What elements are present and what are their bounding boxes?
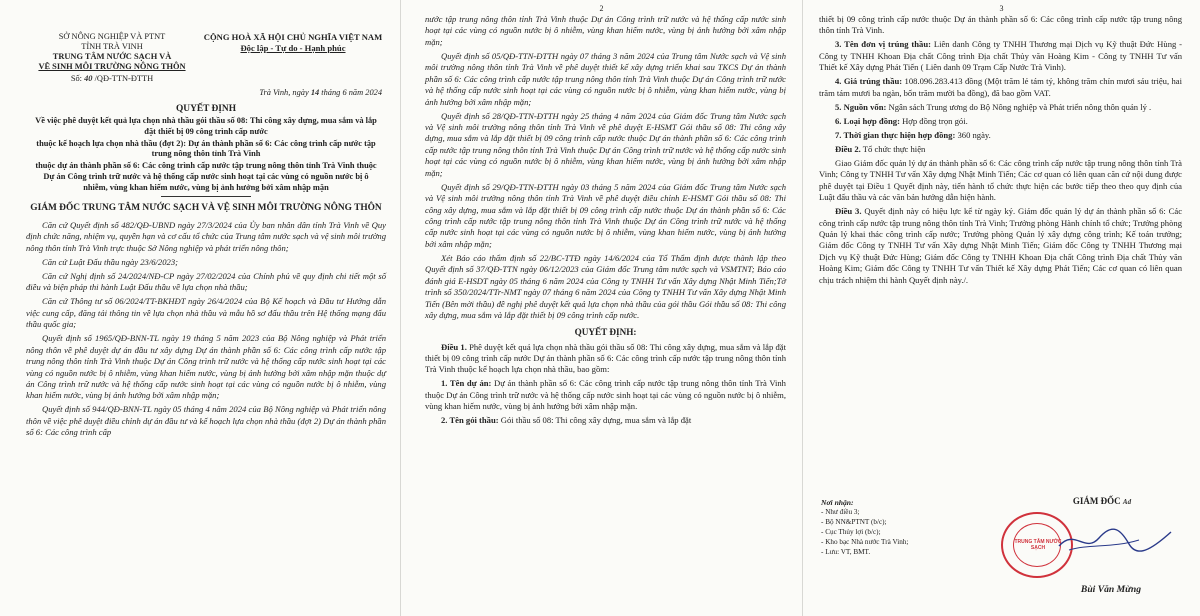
item-7-text: 360 ngày. (957, 129, 991, 140)
org-name-line-2: VỆ SINH MÔI TRƯỜNG NÔNG THÔN (38, 62, 186, 72)
issue-date (26, 87, 382, 98)
signer-title-text: GIÁM ĐỐC (1072, 496, 1121, 506)
basis-paragraph: nước tập trung nông thôn tỉnh Trà Vinh thuộc Dự án Công trình trữ nước và hệ thống cấp nước sinh hoạt tại các vùng có nguồn nước bị ô nhiễm, vùng khan hiếm nước, vùng bị ảnh hưởng bởi xâm nhập mặn; (425, 14, 786, 47)
item-5-label: 5. Nguồn vốn: (835, 101, 887, 112)
divider (161, 196, 251, 197)
org-name-line-1: TRUNG TÂM NƯỚC SẠCH VÀ (52, 52, 172, 62)
basis-paragraph: Quyết định số 944/QĐ-BNN-TL ngày 05 tháng 4 năm 2024 của Bộ Nông nghiệp và Phát triển nông thôn về việc phê duyệt điều chỉnh dự án đầu tư và kế hoạch lựa chọn nhà thầu (đợt 2) Dự án thành phần số 6: Các công trình cấp (26, 404, 386, 438)
basis-paragraph: Quyết định số 05/QĐ-TTN-ĐTTH ngày 07 tháng 3 năm 2024 của Trung tâm Nước sạch và Vệ sinh môi trường nông thôn tỉnh Trà Vinh về phê duyệt thiết kế xây dựng triển khai sau TKCS Dự án thành phần số 6: Các công trình cấp nước tập trung nông thôn tỉnh Trà Vinh thuộc Dự án Công trình trữ nước và hệ thống cấp nước sinh hoạt tại các vùng có nguồn nước bị ô nhiễm, vùng khan hiếm nước, vùng bị ảnh hưởng bởi xâm nhập mặn; (425, 50, 786, 107)
recipients-heading: Nơi nhận: (821, 498, 854, 507)
page-1 (0, 0, 400, 616)
item-6 (819, 116, 1182, 127)
item-3-label: 3. Tên đơn vị trúng thầu: (835, 39, 931, 50)
org-parent: SỞ NÔNG NGHIỆP VÀ PTNT (58, 32, 166, 41)
item-2-continued: thiết bị 09 công trình cấp nước thuộc Dự án thành phần số 6: Các công trình cấp nước tập trung nông thôn tỉnh Trà Vinh. (819, 14, 1182, 36)
basis-paragraph: Căn cứ Thông tư số 06/2024/TT-BKHĐT ngày 26/4/2024 của Bộ Kế hoạch và Đầu tư Hướng dẫn việc cung cấp, đăng tải thông tin về lựa chọn nhà thầu và mẫu hồ sơ đấu thầu trên Hệ thống mạng đấu thầu quốc gia; (26, 296, 386, 330)
item-6-text: Hợp đồng trọn gói. (902, 115, 968, 126)
article-1-label: Điều 1. (441, 341, 467, 352)
date-suffix: tháng 6 năm 2024 (321, 88, 382, 98)
recipient-item: - Bộ NN&PTNT (b/c); (821, 518, 887, 527)
item-4-label: 4. Giá trúng thầu: (835, 76, 903, 87)
basis-paragraph: Quyết định số 29/QĐ-TTN-ĐTTH ngày 03 tháng 5 năm 2024 của Giám đốc Trung tâm Nước sạch và Vệ sinh môi trường nông thôn tỉnh Trà Vinh về phê duyệt điều chỉnh E-HSMT Gói thầu số 08: Thi công xây dựng, mua sắm và lắp đặt thiết bị 09 công trình cấp nước thuộc Dự án thành phần số 6: Các công trình cấp nước tập trung nông thôn tỉnh Trà Vinh thuộc Dự án Công trình trữ nước và hệ thống cấp nước sinh hoạt tại các vùng có nguồn nước bị ô nhiễm, vùng khan hiếm nước, vùng bị ảnh hưởng bởi xâm nhập mặn; (425, 181, 786, 249)
subject-line-1: Về việc phê duyệt kết quả lựa chọn nhà thầu gói thầu số 08: Thi công xây dựng, mua sắm và lắp đặt thiết bị 09 công trình cấp nước (35, 116, 377, 136)
org-province: TỈNH TRÀ VINH (81, 42, 143, 52)
recipient-item: - Như điều 3; (821, 508, 860, 517)
article-2-heading (819, 144, 1182, 155)
document-header (26, 32, 386, 84)
article-1 (425, 342, 786, 376)
item-5-text: Ngân sách Trung ương do Bộ Nông nghiệp và Phát triển nông thôn quản lý . (888, 101, 1152, 112)
basis-paragraph: Căn cứ Luật Đấu thầu ngày 23/6/2023; (42, 256, 178, 267)
item-3 (819, 39, 1182, 73)
item-1-text: Dự án thành phần số 6: Các công trình cấp nước tập trung nông thôn tỉnh Trà Vinh thuộc Dự án Công trình trữ nước và hệ thống cấp nước sinh hoạt tại các vùng có nguồn nước bị ô nhiễm, vùng khan hiếm nước, vùng bị ảnh hưởng bởi xâm nhập mặn. (425, 378, 786, 412)
article-3 (819, 206, 1182, 286)
article-2-label: Điều 2. (835, 143, 861, 154)
article-2-text: Giao Giám đốc quản lý dự án thành phần số 6: Các công trình cấp nước tập trung nông thôn tỉnh Trà Vinh; Công ty TNHH Tư vấn Xây dựng Nhật Minh Tiến; Các cơ quan có liên quan căn cứ nội dung được phê duyệt tại Điều 1 Quyết định này, tiến hành tổ chức thực hiện các bước tiếp theo theo quy định của Luật đấu thầu và các văn bản hướng dẫn hiện hành. (819, 157, 1182, 203)
decision-heading: QUYẾT ĐỊNH: (574, 327, 637, 338)
national-motto: Độc lập - Tự do - Hạnh phúc (240, 42, 346, 53)
issuing-agency-block (26, 32, 198, 84)
page-number: 2 (599, 4, 604, 13)
recipient-item: - Cục Thủy lợi (b/c); (821, 528, 881, 537)
recipients-block (821, 498, 1021, 558)
review-paragraph: Xét Báo cáo thẩm định số 22/BC-TTĐ ngày 14/6/2024 của Tổ Thẩm định được thành lập theo Quyết định số 37/QĐ-TTN ngày 06/12/2023 của Giám đốc Trung tâm nước sạch và VSMTNT; Báo cáo đánh giá E-HSDT ngày 05 tháng 6 năm 2024 của Công ty TNHH Tư vấn Xây dựng Nhật Minh Tiến;Tờ trình số 350/2024/TTr-NMT ngày 07 tháng 6 năm 2024 của Công ty TNHH Tư vấn Xây dựng Nhật Minh Tiến (Bên mời thầu) đề nghị phê duyệt kết quả lựa chọn nhà thầu của gói thầu Gói thầu số 08: Thi công xây dựng, mua sắm và lắp đặt thiết bị 09 công trình cấp nước. (425, 252, 786, 320)
item-4-text: 108.096.283.413 đồng (Một trăm lẻ tám tỷ, không trăm chín mươi sáu triệu, hai trăm tám mươi ba ngàn, bốn trăm mười ba đồng), đã bao gồm VAT. (819, 76, 1182, 98)
doc-number-handwritten: 40 (84, 74, 93, 84)
recipient-item: - Lưu: VT, BMT. (821, 548, 871, 557)
document-title: QUYẾT ĐỊNH (176, 103, 236, 114)
item-2 (425, 415, 786, 426)
item-7 (819, 130, 1182, 141)
item-6-label: 6. Loại hợp đồng: (835, 115, 900, 126)
signer-name: Bùi Văn Mừng (1080, 584, 1142, 595)
basis-paragraph: Quyết định số 28/QĐ-TTN-ĐTTH ngày 25 tháng 4 năm 2024 của Giám đốc Trung tâm Nước sạch và Vệ sinh môi trường nông thôn tỉnh Trà Vinh về phê duyệt E-HSMT Gói thầu số 08: Thi công xây dựng, mua sắm và lắp đặt thiết bị 09 công trình cấp nước thuộc Dự án thành phần số 6: Các công trình cấp nước tập trung nông thôn tỉnh Trà Vinh thuộc Dự án Công trình trữ nước và hệ thống cấp nước sinh hoạt tại các vùng có nguồn nước bị ô nhiễm, vùng khan hiếm nước, vùng bị ảnh hưởng bởi xâm nhập mặn; (425, 110, 786, 178)
page-2 (400, 0, 802, 616)
basis-paragraph: Căn cứ Quyết định số 482/QĐ-UBND ngày 27/3/2024 của Ủy ban nhân dân tỉnh Trà Vinh về Quy định chức năng, nhiệm vụ, quyền hạn và cơ cấu tổ chức của Trung tâm nước sạch và vệ sinh môi trường nông thôn tỉnh Trà Vinh trực thuộc Sở Nông nghiệp và phát triển nông thôn; (26, 220, 386, 253)
doc-number-prefix: Số: (70, 74, 82, 84)
official-seal-text: TRUNG TÂM NƯỚC SẠCH (1014, 539, 1062, 551)
date-prefix: Trà Vinh, ngày (259, 88, 309, 98)
page-3 (802, 0, 1200, 616)
item-1-label: 1. Tên dự án: (441, 378, 492, 389)
basis-paragraph: Căn cứ Nghị định số 24/2024/NĐ-CP ngày 27/02/2024 của Chính phủ về quy định chi tiết một số điều và biện pháp thi hành Luật Đấu thầu về lựa chọn nhà thầu; (26, 270, 386, 293)
basis-paragraph: Quyết định số 1965/QĐ-BNN-TL ngày 19 tháng 5 năm 2023 của Bộ Nông nghiệp và Phát triển nông thôn về phê duyệt dự án đầu tư xây dựng Dự án thành phần số 6: Các công trình cấp nước tập trung nông thôn tỉnh Trà Vinh thuộc Dự án Công trình trữ nước và hệ thống cấp nước sinh hoạt tại các vùng có nguồn nước bị ô nhiễm, vùng khan hiếm nước, vùng bị ảnh hưởng bởi xâm nhập mặn thuộc dự án Công trình trữ nước và hệ thống cấp nước sinh hoạt tại các vùng có nguồn nước bị ô nhiễm, vùng khan hiếm nước, vùng bị ảnh hưởng bởi xâm nhập mặn; (26, 333, 386, 401)
article-2-title: Tổ chức thực hiện (862, 143, 926, 154)
item-3-text: Liên danh Công ty TNHH Thương mại Dịch vụ Kỹ thuật Đức Hùng - Công ty TNHH Khoan Địa chất Công trình Địa chất Thủy văn Hoàng Kim - Công ty TNHH Tư vấn Thiết kế Xây dựng Phát Tiến ( Liên danh 09 Trạm Cấp Nước Trà Vinh). (819, 39, 1182, 73)
item-2-label: 2. Tên gói thầu: (441, 415, 499, 426)
country-name: CỘNG HOÀ XÃ HỘI CHỦ NGHĨA VIỆT NAM (203, 32, 383, 42)
item-7-label: 7. Thời gian thực hiện hợp đồng: (835, 129, 956, 140)
item-1 (425, 378, 786, 412)
article-3-text: Quyết định này có hiệu lực kể từ ngày ký. Giám đốc quản lý dự án thành phần số 6: Các công trình cấp nước tập trung nông thôn tỉnh Trà Vinh; Trưởng phòng Hành chính tổ chức; Trưởng phòng Quản lý khai thác công trình cấp nước; Trưởng phòng Quản lý xây dựng công trình; Kế toán trưởng; Giám đốc Công ty TNHH Tư vấn Xây dựng Nhật Minh Tiến; Giám đốc Công ty TNHH Thương mại Dịch vụ Kỹ thuật Đức Hùng; Giám đốc Công ty TNHH Khoan Địa chất Công trình Địa chất Thủy văn Hoàng Kim; Giám đốc Công ty TNHH Tư vấn Thiết kế Xây dựng Phát Tiến; Các cơ quan có liên quan chịu trách nhiệm thi hành Quyết định này./. (819, 206, 1183, 285)
article-3-label: Điều 3. (835, 206, 862, 217)
page-number: 3 (999, 4, 1004, 13)
recipient-item: - Kho bạc Nhà nước Trà Vinh; (821, 538, 909, 547)
item-2-text: Gói thầu số 08: Thi công xây dựng, mua sắm và lắp đặt (500, 415, 692, 426)
signer-title-mark: Ad (1122, 498, 1132, 506)
subject-line-2: thuộc kế hoạch lựa chọn nhà thầu (đợt 2): Dự án thành phần số 6: Các công trình cấp nước tập trung nông thôn tỉnh Trà Vinh (36, 138, 376, 159)
doc-number-suffix: /QĐ-TTN-ĐTTH (94, 74, 154, 84)
subject-line-3: thuộc dự án thành phần số 6: Các công trình cấp nước tập trung nông thôn tỉnh Trà Vinh thuộc Dự án Công trình trữ nước và hệ thống cấp nước sinh hoạt tại các vùng có nguồn nước bị ô nhiễm, vùng khan hiếm nước, vùng bị ảnh hưởng bởi xâm nhập mặn (35, 161, 377, 192)
issuing-authority: GIÁM ĐỐC TRUNG TÂM NƯỚC SẠCH VÀ VỆ SINH MÔI TRƯỜNG NÔNG THÔN (30, 203, 382, 214)
signature-scribble (1055, 520, 1175, 560)
signer-title (1047, 496, 1157, 508)
national-header-block (200, 32, 386, 84)
article-1-text: Phê duyệt kết quả lựa chọn nhà thầu gói thầu số 08: Thi công xây dựng, mua sắm và lắp đặt thiết bị 09 công trình cấp nước Dự án thành phần số 6: Các công trình cấp nước tập trung nông thôn tỉnh Trà Vinh thuộc kế hoạch lựa chọn nhà thầu, bao gồm: (425, 341, 786, 375)
item-5 (819, 102, 1182, 113)
item-4 (819, 76, 1182, 99)
date-handwritten-day: 14 (310, 88, 320, 98)
doc-number (26, 74, 198, 84)
